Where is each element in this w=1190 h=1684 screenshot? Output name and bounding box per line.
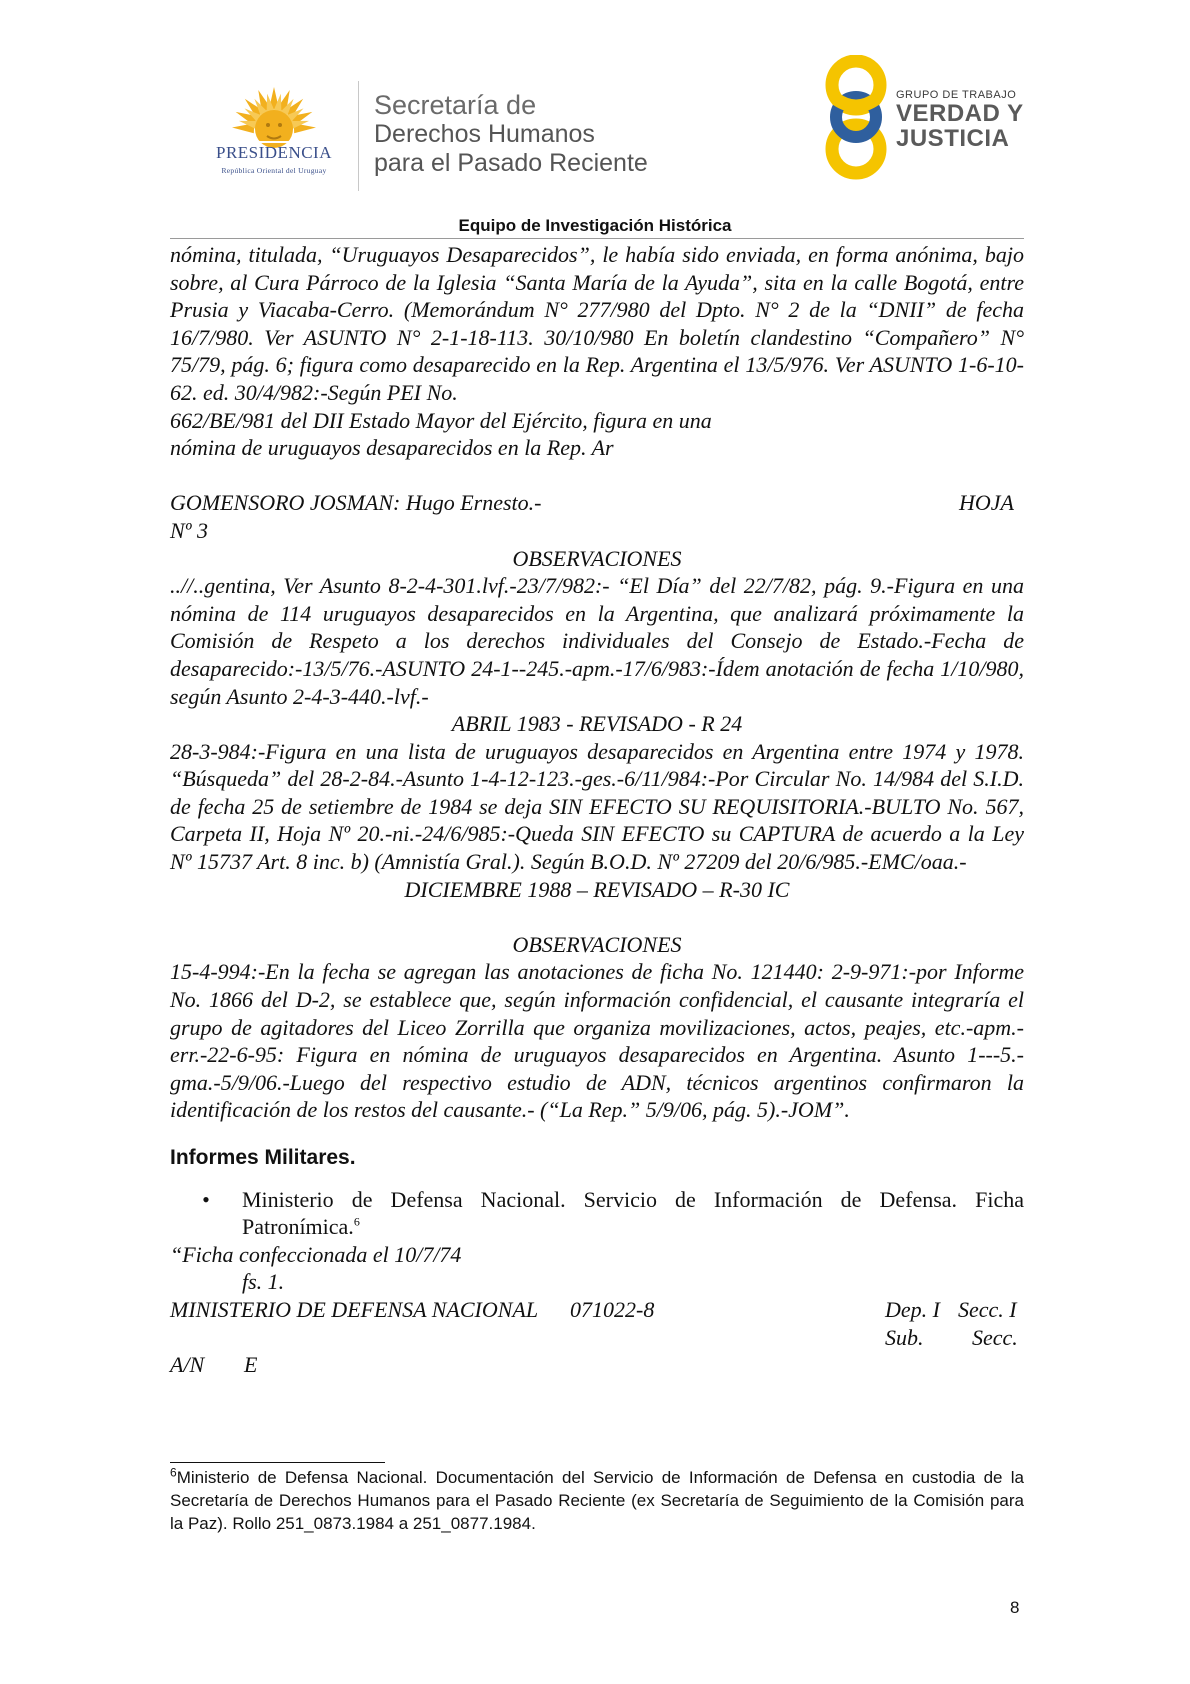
ministerio-number: 071022-8 bbox=[570, 1296, 655, 1322]
verdad-justicia-logo bbox=[822, 55, 900, 180]
observaciones-heading-2: OBSERVACIONES bbox=[512, 931, 682, 957]
sub-secc-line bbox=[170, 1324, 1024, 1352]
secretaria-line-3: para el Pasado Reciente bbox=[374, 149, 648, 177]
section-heading: Informes Militares. bbox=[170, 1146, 356, 1169]
paragraph-1: nómina, titulada, “Uruguayos Desaparecidos”, le había sido enviada, en forma anónima, bajo sobre, al Cura Párroco de la Iglesia “Santa María de la Ayuda”, sita en la calle Bogotá, entre Prusia y Viacaba-Cerro. (Memorándum N° 277/980 del Dpto. N° 2 de la “DNII” de fecha 16/7/980. Ver ASUNTO N° 2-1-18-113. 30/10/980 En boletín clandestino “Compañero” N° 75/79, pág. 6; figura como desaparecido en la Rep. Argentina el 13/5/976. Ver ASUNTO 1-6-10-62. ed. 30/4/982:-Según PEI No. bbox=[170, 242, 1024, 405]
name-line bbox=[170, 489, 1024, 517]
paragraph-4: 15-4-994:-En la fecha se agregan las anotaciones de ficha No. 121440: 2-9-971:-por Informe No. 1866 del D-2, se establece que, según información confidencial, el causante integraría el grupo de agitadores del Liceo Zorrilla que organiza movilizaciones, actos, peajes, etc.-apm.-err.-22-6-95: Figura en nómina de uruguayos desaparecidos en Argentina. Asunto 1---5.-gma.-5/9/06.-Luego del respectivo estudio de ADN, técnicos argentinos confirmaron la identificación de los restos del causante.- (“La Rep.” 5/9/06, pág. 5).-JOM”. bbox=[170, 959, 1024, 1123]
hoja-number: Nº 3 bbox=[170, 517, 208, 543]
header-rule bbox=[170, 238, 1024, 239]
footnote bbox=[170, 1466, 1024, 1535]
ministerio-line bbox=[170, 1296, 1024, 1324]
secc-label: Secc. I bbox=[958, 1296, 1017, 1322]
paragraph-1b: 662/BE/981 del DII Estado Mayor del Ejército, figura en una bbox=[170, 407, 712, 433]
an-line bbox=[170, 1351, 1024, 1379]
ficha-line-2: fs. 1. bbox=[242, 1269, 285, 1295]
paragraph-3: 28-3-984:-Figura en una lista de uruguayos desaparecidos en Argentina entre 1974 y 1978. “Búsqueda” del 28-2-84.-Asunto 1-4-12-123.-ges.-6/11/984:-Por Circular No. 14/984 del S.I.D. de fecha 25 de setiembre de 1984 se deja SIN EFECTO SU REQUISITORIA.-BULTO No. 567, Carpeta II, Hoja Nº 20.-ni.-24/6/985:-Queda SIN EFECTO su CAPTURA de acuerdo a la Ley Nº 15737 Art. 8 inc. b) (Amnistía Gral.). Según B.O.D. Nº 27209 del 20/6/985.-EMC/oaa.- bbox=[170, 738, 1024, 875]
bullet-label: Ministerio de Defensa Nacional. Servicio de Información de Defensa. Ficha Patronímica. bbox=[242, 1186, 1024, 1240]
secretaria-title bbox=[374, 91, 648, 178]
an-label: A/N bbox=[170, 1352, 205, 1378]
footnote-rule bbox=[170, 1462, 385, 1463]
ministerio-name: MINISTERIO DE DEFENSA NACIONAL bbox=[170, 1296, 539, 1322]
footnote-text: Ministerio de Defensa Nacional. Documentación del Servicio de Información de Defensa en custodia de la Secretaría de Derechos Humanos para el Pasado Reciente (ex Secretaría de Seguimiento de la Comisión para la Paz). Rollo 251_0873.1984 a 251_0877.1984. bbox=[170, 1468, 1024, 1533]
presidencia-label: PRESIDENCIA bbox=[215, 143, 332, 162]
header-divider bbox=[358, 81, 359, 191]
hoja-label: HOJA bbox=[959, 490, 1014, 516]
e-label: E bbox=[244, 1352, 258, 1378]
page-number: 8 bbox=[1010, 1598, 1020, 1617]
secretaria-line-2: Derechos Humanos bbox=[374, 120, 595, 148]
team-title: Equipo de Investigación Histórica bbox=[458, 216, 732, 235]
letterhead bbox=[0, 55, 1190, 195]
spacer bbox=[170, 903, 1024, 931]
verdad-justicia-text bbox=[896, 89, 1024, 151]
spacer bbox=[170, 462, 1024, 490]
republica-label: República Oriental del Uruguay bbox=[221, 166, 327, 175]
secretaria-line-1: Secretaría de bbox=[374, 90, 537, 120]
document-body bbox=[170, 241, 1024, 1379]
bullet-dot-icon: • bbox=[202, 1186, 210, 1212]
subject-name: GOMENSORO JOSMAN: Hugo Ernesto.- bbox=[170, 490, 542, 516]
verdad-label: VERDAD Y bbox=[896, 100, 1024, 127]
grupo-label: GRUPO DE TRABAJO bbox=[896, 89, 1017, 101]
sub-label: Sub. bbox=[885, 1324, 924, 1350]
justicia-label: JUSTICIA bbox=[896, 125, 1010, 152]
revision-2: DICIEMBRE 1988 – REVISADO – R-30 IC bbox=[404, 876, 790, 902]
ficha-line-1: “Ficha confeccionada el 10/7/74 bbox=[170, 1241, 462, 1267]
presidencia-sun-logo bbox=[196, 81, 352, 201]
secc2-label: Secc. bbox=[972, 1324, 1018, 1350]
paragraph-2: ..//..gentina, Ver Asunto 8-2-4-301.lvf.-23/7/982:- “El Día” del 22/7/82, pág. 9.-Figura en una nómina de 114 uruguayos desaparecidos en la Argentina, que analizará próximamente la Comisión de Respeto a los derechos individuales del Consejo de Estado.-Fecha de desaparecido:-13/5/76.-ASUNTO 24-1--245.-apm.-17/6/983:-Ídem anotación de fecha 1/10/980, según Asunto 2-4-3-440.-lvf.- bbox=[170, 573, 1024, 709]
paragraph-1c: nómina de uruguayos desaparecidos en la Rep. Ar bbox=[170, 435, 614, 461]
observaciones-heading-1: OBSERVACIONES bbox=[512, 545, 682, 571]
bullet-item bbox=[170, 1186, 1024, 1241]
footnote-ref[interactable]: 6 bbox=[353, 1214, 360, 1229]
footnote-number: 6 bbox=[170, 1465, 177, 1480]
bullet-text bbox=[242, 1186, 1024, 1241]
dep-label: Dep. I bbox=[885, 1296, 940, 1322]
revision-1: ABRIL 1983 - REVISADO - R 24 bbox=[451, 711, 743, 737]
